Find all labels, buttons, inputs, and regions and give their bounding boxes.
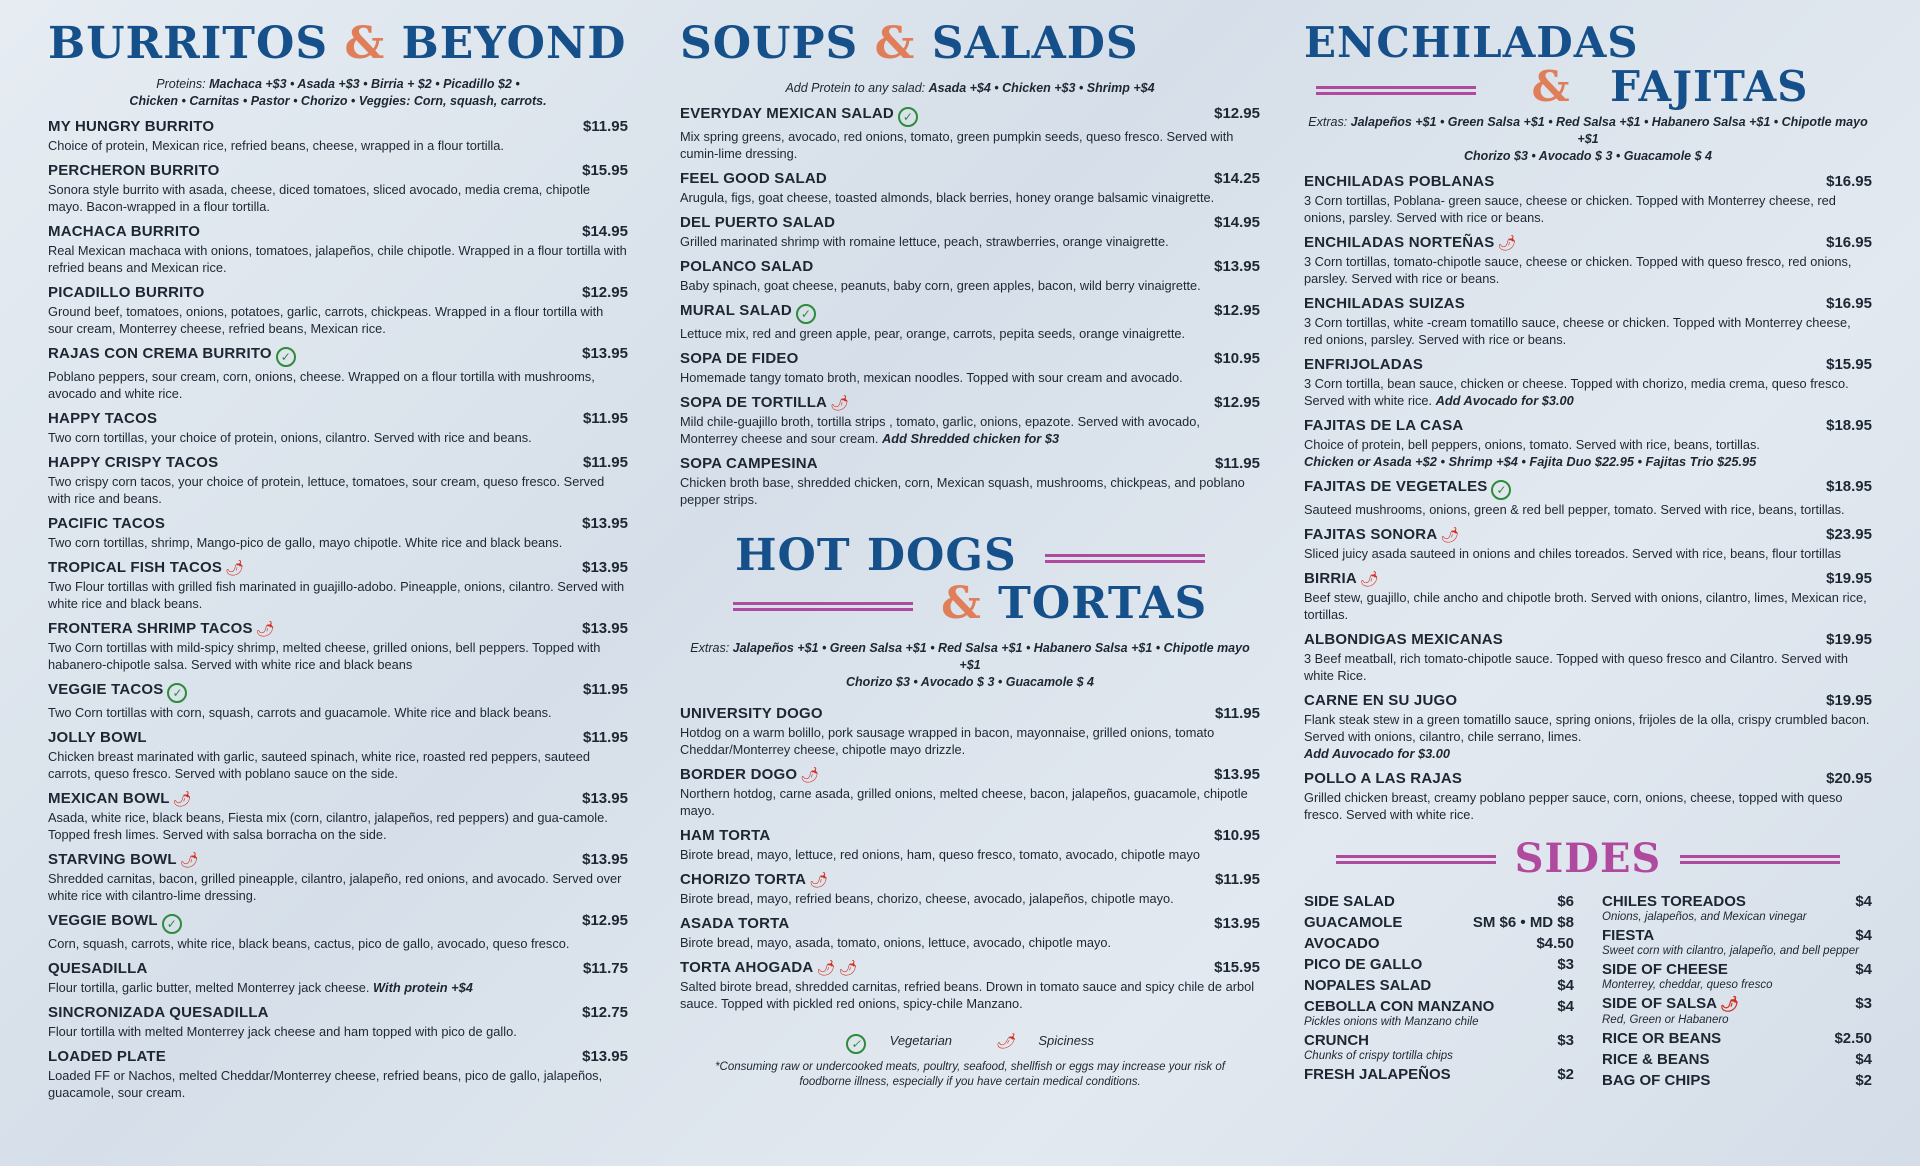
item-name: HAPPY CRISPY TACOS [48, 454, 219, 471]
item-name: SINCRONIZADA QUESADILLA [48, 1004, 269, 1021]
chili-pepper-icon: 🌶 [225, 560, 245, 577]
side-price: $2 [1557, 1066, 1574, 1083]
menu-item [48, 1048, 628, 1101]
side-price: $4 [1855, 1051, 1872, 1068]
menu-item [680, 105, 1260, 162]
item-name: FEEL GOOD SALAD [680, 170, 827, 187]
item-name: TROPICAL FISH TACOS [48, 559, 223, 576]
item-description: Chicken breast marinated with garlic, sauteed spinach, white rice, roasted red peppers, sauteed carrots, queso fresco. Served with poblano sauce on the side. [48, 749, 591, 781]
item-description: Sliced juicy asada sauteed in onions and chiles toreados. Served with rice, beans, flour tortillas [1304, 546, 1842, 561]
menu-item [1304, 173, 1872, 226]
side-price: $4 [1855, 927, 1872, 944]
item-name: SOPA DE TORTILLA [680, 394, 828, 411]
item-description: Baby spinach, goat cheese, peanuts, baby corn, green apples, bacon, wild berry vinaigrette. [680, 278, 1201, 293]
item-name: STARVING BOWL [48, 851, 177, 868]
side-item [1304, 914, 1574, 931]
side-price: $4.50 [1536, 935, 1574, 952]
item-name: CARNE EN SU JUGO [1304, 692, 1458, 709]
item-name: ENCHILADAS NORTEÑAS [1304, 234, 1495, 251]
item-description: Birote bread, mayo, refried beans, chorizo, cheese, avocado, jalapeños, chipotle mayo. [680, 891, 1174, 906]
side-item [1602, 1051, 1872, 1068]
menu-item [48, 851, 628, 904]
side-price: $4 [1557, 998, 1574, 1015]
item-price: $13.95 [1214, 258, 1260, 275]
title-rule [1045, 554, 1205, 563]
item-name: RAJAS CON CREMA BURRITO [48, 345, 272, 362]
item-price: $10.95 [1214, 827, 1260, 844]
chili-pepper-icon: 🌶 [1720, 996, 1740, 1013]
menu-item [48, 454, 628, 507]
menu-item [48, 960, 628, 996]
menu-item [48, 681, 628, 721]
menu-item [680, 766, 1260, 819]
sides-title: SIDES [1304, 839, 1872, 879]
menu-item [1304, 295, 1872, 348]
item-description: Sauteed mushrooms, onions, green & red bell pepper, tomato. Served with rice, beans, tortillas. [1304, 502, 1845, 517]
check-leaf-icon: ✓ [846, 1034, 866, 1054]
item-extra: Chicken or Asada +$2 • Shrimp +$4 • Fajita Duo $22.95 • Fajitas Trio $25.95 [1304, 454, 1757, 469]
item-description: Two crispy corn tacos, your choice of protein, lettuce, tomatoes, sour cream, queso fresco. Served with rice and beans. [48, 474, 605, 506]
menu-item [48, 223, 628, 276]
burritos-list [48, 118, 628, 1101]
item-extra: With protein +$4 [373, 980, 473, 995]
item-price: $12.95 [582, 912, 628, 929]
item-name: PICADILLO BURRITO [48, 284, 205, 301]
side-price: $2.50 [1834, 1030, 1872, 1047]
item-name: MEXICAN BOWL [48, 790, 170, 807]
item-name: VEGGIE TACOS [48, 681, 164, 698]
menu-item [680, 959, 1260, 1012]
item-description: Flour tortilla, garlic butter, melted Monterrey jack cheese. With protein +$4 [48, 980, 473, 995]
enchiladas-list [1304, 173, 1872, 823]
side-name: FIESTA [1602, 927, 1655, 944]
check-leaf-icon: ✓ [898, 107, 918, 127]
chili-pepper-icon: 🌶 [1497, 235, 1517, 252]
side-item [1602, 995, 1872, 1013]
item-price: $13.95 [582, 515, 628, 532]
menu-item [1304, 770, 1872, 823]
menu-item [680, 258, 1260, 294]
item-description: Two Corn tortillas with corn, squash, carrots and guacamole. White rice and black beans. [48, 705, 552, 720]
item-description: Two corn tortillas, shrimp, Mango-pico de gallo, mayo chipotle. White rice and black beans. [48, 535, 563, 550]
item-name: ENCHILADAS SUIZAS [1304, 295, 1465, 312]
side-name: CEBOLLA CON MANZANO [1304, 998, 1495, 1015]
soups-title: SOUPS & SALADS [680, 18, 1139, 69]
menu-item [1304, 417, 1872, 470]
item-description: Beef stew, guajillo, chile ancho and chipotle broth. Served with onions, cilantro, limes, Mexican rice, tortillas. [1304, 590, 1867, 622]
menu-item [680, 170, 1260, 206]
item-name: SOPA CAMPESINA [680, 455, 818, 472]
item-name: ENCHILADAS POBLANAS [1304, 173, 1495, 190]
item-name: EVERYDAY MEXICAN SALAD [680, 105, 894, 122]
item-name: MACHACA BURRITO [48, 223, 201, 240]
item-name: PERCHERON BURRITO [48, 162, 220, 179]
check-leaf-icon: ✓ [796, 304, 816, 324]
item-description: 3 Corn tortillas, tomato-chipotle sauce, cheese or chicken. Topped with queso fresco, red onions, parsley. Served with rice or beans. [1304, 254, 1852, 286]
side-name: SIDE OF SALSA [1602, 995, 1718, 1012]
sides-section [1304, 835, 1872, 1089]
item-price: $15.95 [582, 162, 628, 179]
menu-item [48, 1004, 628, 1040]
hotdogs-section [680, 530, 1260, 1090]
proteins-note: Proteins: Machaca +$3 • Asada +$3 • Birria + $2 • Picadillo $2 • Chicken • Carnitas • Pastor • Chorizo • Veggies: Corn, squash, carrots. [129, 77, 547, 108]
side-name: NOPALES SALAD [1304, 977, 1432, 994]
side-price: $3 [1855, 995, 1872, 1012]
burritos-section [48, 18, 628, 1101]
menu-item [1304, 631, 1872, 684]
item-price: $12.95 [1214, 394, 1260, 411]
hotdogs-extras-note: Extras: Jalapeños +$1 • Green Salsa +$1 • Red Salsa +$1 • Habanero Salsa +$1 • Chipotle mayo +$1 Chorizo $3 • Avocado $ 3 • Guacamole $ 4 [690, 641, 1250, 689]
item-description: Hotdog on a warm bolillo, pork sausage wrapped in bacon, mayonnaise, grilled onions, tomato Cheddar/Monterrey cheese, chipotle mayo drizzle. [680, 725, 1215, 757]
title-rule [1316, 86, 1476, 95]
menu-item [680, 350, 1260, 386]
item-name: LOADED PLATE [48, 1048, 166, 1065]
item-name: HAM TORTA [680, 827, 771, 844]
item-name: POLLO A LAS RAJAS [1304, 770, 1463, 787]
item-price: $23.95 [1826, 526, 1872, 543]
chili-pepper-icon: 🌶 [172, 791, 192, 808]
menu-item [1304, 692, 1872, 762]
item-price: $11.95 [582, 118, 628, 135]
side-price: $4 [1855, 893, 1872, 910]
side-name: BAG OF CHIPS [1602, 1072, 1711, 1089]
item-description: Ground beef, tomatoes, onions, potatoes, garlic, carrots, chickpeas. Wrapped in a flour tortilla with sour cream, Monterrey cheese, refried beans, Mexican rice. [48, 304, 604, 336]
menu-item [1304, 234, 1872, 287]
item-price: $19.95 [1826, 692, 1872, 709]
item-name: BIRRIA [1304, 570, 1357, 587]
item-price: $11.75 [582, 960, 628, 977]
side-price: $3 [1557, 956, 1574, 973]
menu-item [1304, 356, 1872, 409]
menu-item [680, 705, 1260, 758]
item-description: Corn, squash, carrots, white rice, black beans, cactus, pico de gallo, avocado, queso fresco. [48, 936, 570, 951]
side-item [1304, 1032, 1574, 1049]
item-name: QUESADILLA [48, 960, 148, 977]
item-name: VEGGIE BOWL [48, 912, 158, 929]
item-price: $12.95 [1214, 302, 1260, 319]
sides-left-list [1304, 889, 1574, 1089]
item-price: $19.95 [1826, 570, 1872, 587]
menu-item [1304, 526, 1872, 562]
item-name: CHORIZO TORTA [680, 871, 807, 888]
menu-item [48, 912, 628, 952]
item-name: ENFRIJOLADAS [1304, 356, 1424, 373]
item-name: SOPA DE FIDEO [680, 350, 799, 367]
menu-item [48, 559, 628, 612]
item-description: Grilled chicken breast, creamy poblano pepper sauce, corn, onions, cheese, topped with queso fresco. Served with white rice. [1304, 790, 1843, 822]
chili-pepper-icon: 🌶 [1440, 527, 1460, 544]
side-item [1602, 1030, 1872, 1047]
item-price: $15.95 [1214, 959, 1260, 976]
chili-pepper-icon: 🌶 [809, 872, 829, 889]
item-name: JOLLY BOWL [48, 729, 147, 746]
item-description: Birote bread, mayo, lettuce, red onions, ham, queso fresco, tomato, avocado, chipotle mayo [680, 847, 1200, 862]
menu-item [680, 214, 1260, 250]
item-price: $16.95 [1826, 234, 1872, 251]
side-item [1304, 977, 1574, 994]
item-name: ALBONDIGAS MEXICANAS [1304, 631, 1504, 648]
side-item [1602, 961, 1872, 978]
item-description: 3 Corn tortillas, Poblana- green sauce, cheese or chicken. Topped with Monterrey cheese, red onions, parsley. Served with rice or beans. [1304, 193, 1836, 225]
item-price: $13.95 [582, 790, 628, 807]
menu-item [48, 410, 628, 446]
item-price: $20.95 [1826, 770, 1872, 787]
side-item [1304, 956, 1574, 973]
burritos-title: BURRITOS & BEYOND [48, 18, 627, 69]
side-name: GUACAMOLE [1304, 914, 1403, 931]
side-item [1602, 1072, 1872, 1089]
item-description: Two Flour tortillas with grilled fish marinated in guajillo-adobo. Pineapple, onions, cilantro. Served with white rice and black beans. [48, 579, 625, 611]
item-description: Arugula, figs, goat cheese, toasted almonds, black berries, honey orange balsamic vinaigrette. [680, 190, 1215, 205]
menu-item [48, 118, 628, 154]
item-name: FRONTERA SHRIMP TACOS [48, 620, 253, 637]
menu-item [680, 394, 1260, 447]
item-description: Flank steak stew in a green tomatillo sauce, spring onions, frijoles de la olla, crispy crumbled bacon. Served with onions, cilantro, chile serrano, limes. Add Auvocado for $3.00 [1304, 712, 1870, 761]
item-price: $13.95 [1214, 915, 1260, 932]
item-price: $11.95 [1214, 705, 1260, 722]
side-name: SIDE SALAD [1304, 893, 1395, 910]
menu-item [680, 827, 1260, 863]
title-rule [1680, 855, 1840, 864]
chili-pepper-icon: 🌶 [838, 960, 858, 977]
item-description: Mild chile-guajillo broth, tortilla strips , tomato, garlic, onions, epazote. Served with avocado, Monterrey cheese and sour cream. Add Shredded chicken for $3 [680, 414, 1200, 446]
item-name: MY HUNGRY BURRITO [48, 118, 215, 135]
item-price: $13.95 [582, 559, 628, 576]
item-name: FAJITAS SONORA [1304, 526, 1438, 543]
item-price: $10.95 [1214, 350, 1260, 367]
chili-pepper-icon: 🌶 [255, 621, 275, 638]
side-name: PICO DE GALLO [1304, 956, 1423, 973]
item-price: $13.95 [582, 620, 628, 637]
menu-item [48, 515, 628, 551]
item-description: 3 Corn tortillas, white -cream tomatillo sauce, cheese or chicken. Topped with Monterrey cheese, red onions, parsley. Served with rice or beans. [1304, 315, 1851, 347]
item-name: FAJITAS DE LA CASA [1304, 417, 1464, 434]
side-description: Pickles onions with Manzano chile [1304, 1016, 1479, 1028]
title-rule [1336, 855, 1496, 864]
item-name: PACIFIC TACOS [48, 515, 166, 532]
item-price: $11.95 [582, 454, 628, 471]
item-description: Grilled marinated shrimp with romaine lettuce, peach, strawberries, orange vinaigrette. [680, 234, 1169, 249]
item-price: $14.95 [582, 223, 628, 240]
chili-pepper-icon: 🌶 [800, 767, 820, 784]
item-description: Choice of protein, bell peppers, onions, tomato. Served with rice, beans, tortillas. Chicken or Asada +$2 • Shrimp +$4 • Fajita Duo $22.95 • Fajitas Trio $25.95 [1304, 437, 1760, 469]
item-price: $12.75 [582, 1004, 628, 1021]
menu-item [1304, 570, 1872, 623]
item-description: Flour tortilla with melted Monterrey jack cheese and ham topped with pico de gallo. [48, 1024, 517, 1039]
check-leaf-icon: ✓ [276, 347, 296, 367]
item-price: $12.95 [1214, 105, 1260, 122]
item-price: $11.95 [582, 681, 628, 698]
item-description: Real Mexican machaca with onions, tomatoes, jalapeños, chile chipotle. Wrapped in a flour tortilla with refried beans and Mexican rice. [48, 243, 627, 275]
item-description: Homemade tangy tomato broth, mexican noodles. Topped with sour cream and avocado. [680, 370, 1183, 385]
item-price: $13.95 [582, 851, 628, 868]
sides-right-list [1602, 889, 1872, 1089]
item-name: BORDER DOGO [680, 766, 798, 783]
item-description: Choice of protein, Mexican rice, refried beans, cheese, wrapped in a flour tortilla. [48, 138, 504, 153]
item-extra: Add Auvocado for $3.00 [1304, 746, 1451, 761]
disclaimer: *Consuming raw or undercooked meats, poultry, seafood, shellfish or eggs may increase your risk of foodborne illness, especially if you have certain medical conditions. [715, 1061, 1225, 1088]
side-price: $2 [1855, 1072, 1872, 1089]
side-price: $4 [1855, 961, 1872, 978]
side-price: $6 [1557, 893, 1574, 910]
side-name: SIDE OF CHEESE [1602, 961, 1728, 978]
side-name: CHILES TOREADOS [1602, 893, 1746, 910]
menu-item [48, 729, 628, 782]
item-description: Two Corn tortillas with mild-spicy shrimp, melted cheese, grilled onions, bell peppers. Topped with habanero-chipotle salsa. Served with white rice and black beans [48, 640, 601, 672]
item-price: $16.95 [1826, 295, 1872, 312]
item-description: 3 Corn tortilla, bean sauce, chicken or cheese. Topped with chorizo, media crema, queso fresco. Served with white rice. Add Avocado for $3.00 [1304, 376, 1849, 408]
side-price: $3 [1557, 1032, 1574, 1049]
item-name: FAJITAS DE VEGETALES [1304, 478, 1488, 495]
check-leaf-icon: ✓ [167, 683, 187, 703]
item-price: $18.95 [1826, 417, 1872, 434]
hotdogs-title: HOT DOGS & TORTAS [680, 534, 1260, 626]
menu-item [1304, 478, 1872, 518]
item-name: MURAL SALAD [680, 302, 792, 319]
menu-item [680, 302, 1260, 342]
side-name: RICE & BEANS [1602, 1051, 1710, 1068]
item-description: Northern hotdog, carne asada, grilled onions, melted cheese, bacon, jalapeños, guacamole, chipotle mayo. [680, 786, 1248, 818]
side-description: Monterrey, cheddar, queso fresco [1602, 979, 1773, 991]
item-description: Chicken broth base, shredded chicken, corn, Mexican squash, mushrooms, chickpeas, and poblano pepper strips. [680, 475, 1245, 507]
menu-item [48, 620, 628, 673]
item-price: $13.95 [582, 1048, 628, 1065]
item-extra: Add Avocado for $3.00 [1435, 393, 1574, 408]
item-description: Lettuce mix, red and green apple, pear, orange, carrots, pepita seeds, orange vinaigrette. [680, 326, 1186, 341]
item-description: 3 Beef meatball, rich tomato-chipotle sauce. Topped with queso fresco and Cilantro. Served with white Rice. [1304, 651, 1848, 683]
item-name: DEL PUERTO SALAD [680, 214, 836, 231]
menu-item [48, 284, 628, 337]
title-rule [733, 602, 913, 611]
item-name: POLANCO SALAD [680, 258, 814, 275]
item-price: $19.95 [1826, 631, 1872, 648]
side-description: Onions, jalapeños, and Mexican vinegar [1602, 911, 1807, 923]
side-name: RICE OR BEANS [1602, 1030, 1722, 1047]
soups-list [680, 105, 1260, 508]
enchiladas-title: ENCHILADAS & FAJITAS [1304, 18, 1809, 111]
check-leaf-icon: ✓ [162, 914, 182, 934]
item-description: Sonora style burrito with asada, cheese, diced tomatoes, sliced avocado, media crema, chipotle mayo. Bacon-wrapped in a flour tortilla. [48, 182, 591, 214]
side-name: FRESH JALAPEÑOS [1304, 1066, 1451, 1083]
item-price: $11.95 [1214, 871, 1260, 888]
item-price: $14.25 [1214, 170, 1260, 187]
hotdogs-list [680, 705, 1260, 1012]
menu-item [48, 162, 628, 215]
side-item [1602, 927, 1872, 944]
side-item [1304, 1066, 1574, 1083]
item-price: $11.95 [582, 729, 628, 746]
item-description: Loaded FF or Nachos, melted Cheddar/Monterrey cheese, refried beans, pico de gallo, jalapeños, guacamole, sour cream. [48, 1068, 603, 1100]
enchiladas-section [1304, 18, 1872, 1089]
item-description: Two corn tortillas, your choice of protein, onions, cilantro. Served with rice and beans. [48, 430, 532, 445]
item-description: Mix spring greens, avocado, red onions, tomato, green pumpkin seeds, queso fresco. Served with cumin-lime dressing. [680, 129, 1234, 161]
item-description: Asada, white rice, black beans, Fiesta mix (corn, cilantro, jalapeños, red peppers) and gua-camole. Topped fresh limes. Served with salsa borracha on the side. [48, 810, 608, 842]
side-price: $4 [1557, 977, 1574, 994]
side-item [1304, 893, 1574, 910]
item-name: ASADA TORTA [680, 915, 790, 932]
item-price: $18.95 [1826, 478, 1872, 495]
item-price: $13.95 [1214, 766, 1260, 783]
chili-pepper-icon: 🌶 [1359, 571, 1379, 588]
item-description: Birote bread, mayo, asada, tomato, onions, lettuce, avocado, chipotle mayo. [680, 935, 1112, 950]
item-price: $15.95 [1826, 356, 1872, 373]
enchiladas-extras-note: Extras: Jalapeños +$1 • Green Salsa +$1 • Red Salsa +$1 • Habanero Salsa +$1 • Chipotle mayo +$1 Chorizo $3 • Avocado $ 3 • Guacamole $ 4 [1308, 115, 1868, 163]
chili-pepper-icon: 🌶 [830, 395, 850, 412]
chili-pepper-icon: 🌶 [816, 960, 836, 977]
legend: ✓ Vegetarian 🌶 Spiciness [680, 1032, 1260, 1054]
item-price: $13.95 [582, 345, 628, 362]
side-description: Sweet corn with cilantro, jalapeño, and bell pepper [1602, 945, 1859, 957]
salad-protein-note: Add Protein to any salad: Asada +$4 • Chicken +$3 • Shrimp +$4 [785, 81, 1155, 95]
item-name: HAPPY TACOS [48, 410, 158, 427]
item-price: $12.95 [582, 284, 628, 301]
side-name: CRUNCH [1304, 1032, 1369, 1049]
side-item [1304, 935, 1574, 952]
item-price: $11.95 [1214, 455, 1260, 472]
check-leaf-icon: ✓ [1491, 480, 1511, 500]
item-extra: Add Shredded chicken for $3 [882, 431, 1060, 446]
item-description: Poblano peppers, sour cream, corn, onions, cheese. Wrapped on a flour tortilla with mushrooms, avocado and white rice. [48, 369, 595, 401]
side-name: AVOCADO [1304, 935, 1380, 952]
side-description: Chunks of crispy tortilla chips [1304, 1050, 1453, 1062]
menu-item [680, 871, 1260, 907]
item-name: UNIVERSITY DOGO [680, 705, 823, 722]
chili-pepper-icon: 🌶 [179, 852, 199, 869]
side-item [1304, 998, 1574, 1015]
side-description: Red, Green or Habanero [1602, 1014, 1729, 1026]
menu-item [680, 915, 1260, 951]
soups-section [680, 18, 1260, 1090]
item-price: $11.95 [582, 410, 628, 427]
item-description: Salted birote bread, shredded carnitas, refried beans. Drown in tomato sauce and spicy chile de arbol sauce. Topped with pickled red onions, spicy-chile Manzano. [680, 979, 1255, 1011]
menu-item [48, 345, 628, 402]
side-item [1602, 893, 1872, 910]
item-description: Shredded carnitas, bacon, grilled pineapple, cilantro, jalapeño, red onions, and avocado. Served over white rice with cilantro-lime dressing. [48, 871, 622, 903]
menu-item [680, 455, 1260, 508]
item-price: $14.95 [1214, 214, 1260, 231]
side-price: SM $6 • MD $8 [1472, 914, 1574, 931]
menu-item [48, 790, 628, 843]
item-price: $16.95 [1826, 173, 1872, 190]
chili-pepper-icon: 🌶 [995, 1033, 1015, 1050]
item-name: TORTA AHOGADA [680, 959, 814, 976]
